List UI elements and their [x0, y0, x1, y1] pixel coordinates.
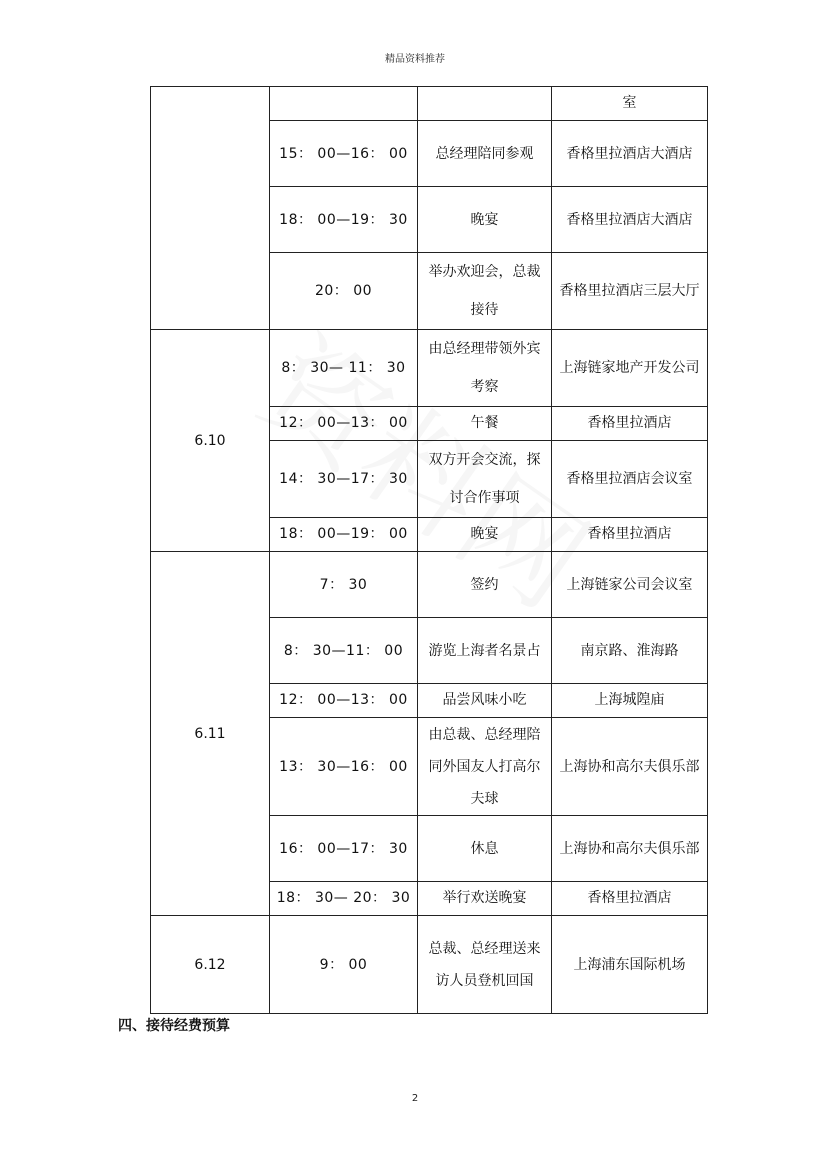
venue-cell: 香格里拉酒店三层大厅 — [552, 253, 708, 330]
venue-cell: 上海浦东国际机场 — [552, 916, 708, 1014]
venue-cell: 上海协和高尔夫俱乐部 — [552, 718, 708, 816]
date-cell: 6.12 — [151, 916, 270, 1014]
time-cell: 18： 00—19： 00 — [270, 518, 418, 552]
table-row — [151, 330, 708, 407]
time-cell: 12： 00—13： 00 — [270, 684, 418, 718]
activity-cell: 晚宴 — [418, 187, 552, 253]
venue-cell: 香格里拉酒店 — [552, 407, 708, 441]
schedule-table — [150, 86, 708, 1014]
time-cell: 7： 30 — [270, 552, 418, 618]
activity-cell: 签约 — [418, 552, 552, 618]
venue-cell: 室 — [552, 87, 708, 121]
activity-cell: 举办欢迎会，总裁接待 — [418, 253, 552, 330]
venue-cell: 香格里拉酒店 — [552, 518, 708, 552]
table-row — [151, 552, 708, 618]
section-title: 四、接待经费预算 — [118, 1018, 230, 1034]
time-cell: 14： 30—17： 30 — [270, 441, 418, 518]
time-cell: 12： 00—13： 00 — [270, 407, 418, 441]
venue-cell: 香格里拉酒店会议室 — [552, 441, 708, 518]
activity-cell — [418, 87, 552, 121]
activity-cell: 举行欢送晚宴 — [418, 882, 552, 916]
date-cell — [151, 87, 270, 330]
activity-cell: 总裁、总经理送来访人员登机回国 — [418, 916, 552, 1014]
activity-cell: 双方开会交流，探讨合作事项 — [418, 441, 552, 518]
activity-cell: 休息 — [418, 816, 552, 882]
time-cell: 13： 30—16： 00 — [270, 718, 418, 816]
date-cell: 6.10 — [151, 330, 270, 552]
venue-cell: 上海协和高尔夫俱乐部 — [552, 816, 708, 882]
time-cell: 8： 30—11： 00 — [270, 618, 418, 684]
activity-cell: 午餐 — [418, 407, 552, 441]
venue-cell: 香格里拉酒店 — [552, 882, 708, 916]
table-row — [151, 87, 708, 121]
activity-cell: 总经理陪同参观 — [418, 121, 552, 187]
date-cell: 6.11 — [151, 552, 270, 916]
time-cell: 18： 00—19： 30 — [270, 187, 418, 253]
venue-cell: 上海链家地产开发公司 — [552, 330, 708, 407]
activity-cell: 由总裁、总经理陪同外国友人打高尔夫球 — [418, 718, 552, 816]
venue-cell: 上海链家公司会议室 — [552, 552, 708, 618]
venue-cell: 香格里拉酒店大酒店 — [552, 187, 708, 253]
time-cell: 20： 00 — [270, 253, 418, 330]
time-cell: 18： 30— 20： 30 — [270, 882, 418, 916]
venue-cell: 上海城隍庙 — [552, 684, 708, 718]
time-cell — [270, 87, 418, 121]
activity-cell: 由总经理带领外宾考察 — [418, 330, 552, 407]
venue-cell: 南京路、淮海路 — [552, 618, 708, 684]
time-cell: 8： 30— 11： 30 — [270, 330, 418, 407]
activity-cell: 晚宴 — [418, 518, 552, 552]
time-cell: 9： 00 — [270, 916, 418, 1014]
page-number: 2 — [411, 1093, 419, 1104]
venue-cell: 香格里拉酒店大酒店 — [552, 121, 708, 187]
time-cell: 15： 00—16： 00 — [270, 121, 418, 187]
page-header: 精品资料推荐 — [385, 54, 445, 65]
time-cell: 16： 00—17： 30 — [270, 816, 418, 882]
activity-cell: 品尝风味小吃 — [418, 684, 552, 718]
table-row — [151, 916, 708, 1014]
activity-cell: 游览上海者名景占 — [418, 618, 552, 684]
